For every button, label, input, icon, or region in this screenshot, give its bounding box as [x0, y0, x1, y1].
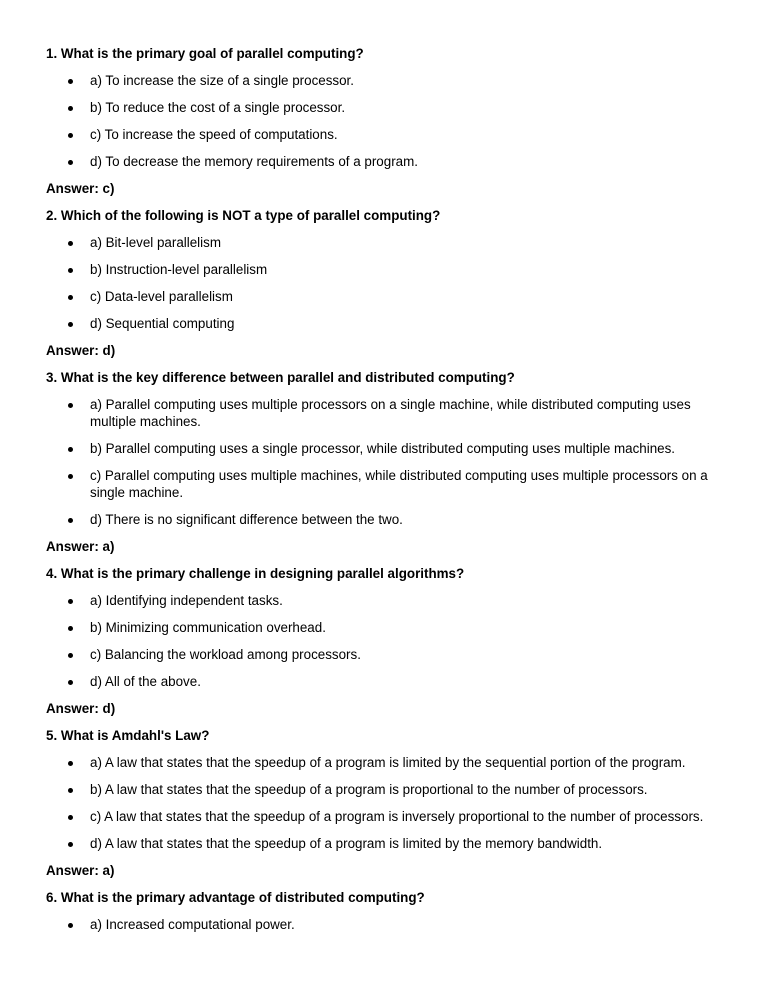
question-block [46, 45, 736, 197]
bullet-icon [68, 106, 73, 111]
option-text: c) Parallel computing uses multiple machines, while distributed computing uses multiple processors on a single machine. [90, 468, 708, 500]
option-text: d) There is no significant difference between the two. [90, 512, 403, 527]
question-block [46, 889, 736, 933]
option-text: a) A law that states that the speedup of a program is limited by the sequential portion of the program. [90, 755, 686, 770]
option-text: d) Sequential computing [90, 316, 235, 331]
options-list [46, 72, 736, 170]
answer-text: Answer: a) [46, 863, 115, 878]
bullet-icon [68, 599, 73, 604]
option-item [46, 592, 736, 609]
option-text: b) A law that states that the speedup of a program is proportional to the number of processors. [90, 782, 648, 797]
option-text: c) To increase the speed of computations. [90, 127, 338, 142]
option-item [46, 126, 736, 143]
option-item [46, 99, 736, 116]
option-text: d) All of the above. [90, 674, 201, 689]
option-item [46, 835, 736, 852]
option-text: a) Parallel computing uses multiple processors on a single machine, while distributed computing uses multiple machines. [90, 397, 691, 429]
option-item [46, 440, 736, 457]
bullet-icon [68, 403, 73, 408]
bullet-icon [68, 322, 73, 327]
option-item [46, 72, 736, 89]
bullet-icon [68, 295, 73, 300]
bullet-icon [68, 447, 73, 452]
question-text: 3. What is the key difference between parallel and distributed computing? [46, 370, 515, 385]
question-text: 6. What is the primary advantage of distributed computing? [46, 890, 425, 905]
bullet-icon [68, 241, 73, 246]
option-text: b) Parallel computing uses a single processor, while distributed computing uses multiple machines. [90, 441, 676, 456]
options-list [46, 234, 736, 332]
option-item [46, 673, 736, 690]
option-item [46, 153, 736, 170]
option-item [46, 288, 736, 305]
option-text: c) Balancing the workload among processors. [90, 647, 361, 662]
question-text: 4. What is the primary challenge in designing parallel algorithms? [46, 566, 465, 581]
option-text: b) To reduce the cost of a single processor. [90, 100, 346, 115]
question-block [46, 565, 736, 717]
option-item [46, 916, 736, 933]
bullet-icon [68, 923, 73, 928]
option-item [46, 396, 736, 430]
option-text: d) To decrease the memory requirements of a program. [90, 154, 418, 169]
option-item [46, 234, 736, 251]
question-block [46, 369, 736, 555]
bullet-icon [68, 653, 73, 658]
question-text: 2. Which of the following is NOT a type of parallel computing? [46, 208, 441, 223]
answer-text: Answer: a) [46, 539, 115, 554]
option-text: a) Identifying independent tasks. [90, 593, 283, 608]
question-block [46, 727, 736, 879]
bullet-icon [68, 268, 73, 273]
bullet-icon [68, 788, 73, 793]
options-list [46, 396, 736, 528]
option-item [46, 646, 736, 663]
bullet-icon [68, 842, 73, 847]
option-text: a) Increased computational power. [90, 917, 295, 932]
bullet-icon [68, 626, 73, 631]
option-text: c) Data-level parallelism [90, 289, 233, 304]
option-text: c) A law that states that the speedup of a program is inversely proportional to the number of processors. [90, 809, 704, 824]
question-text: 1. What is the primary goal of parallel computing? [46, 46, 364, 61]
option-item [46, 781, 736, 798]
question-block [46, 207, 736, 359]
option-text: a) To increase the size of a single processor. [90, 73, 354, 88]
options-list [46, 916, 736, 933]
option-item [46, 754, 736, 771]
answer-text: Answer: c) [46, 181, 115, 196]
bullet-icon [68, 815, 73, 820]
option-item [46, 261, 736, 278]
answer-text: Answer: d) [46, 343, 116, 358]
option-item [46, 467, 736, 501]
bullet-icon [68, 474, 73, 479]
option-item [46, 511, 736, 528]
bullet-icon [68, 133, 73, 138]
bullet-icon [68, 79, 73, 84]
option-text: d) A law that states that the speedup of a program is limited by the memory bandwidth. [90, 836, 603, 851]
options-list [46, 754, 736, 852]
options-list [46, 592, 736, 690]
option-text: a) Bit-level parallelism [90, 235, 221, 250]
bullet-icon [68, 761, 73, 766]
bullet-icon [68, 680, 73, 685]
answer-text: Answer: d) [46, 701, 116, 716]
bullet-icon [68, 518, 73, 523]
option-item [46, 808, 736, 825]
option-text: b) Instruction-level parallelism [90, 262, 268, 277]
option-item [46, 619, 736, 636]
bullet-icon [68, 160, 73, 165]
question-text: 5. What is Amdahl's Law? [46, 728, 210, 743]
option-text: b) Minimizing communication overhead. [90, 620, 326, 635]
option-item [46, 315, 736, 332]
